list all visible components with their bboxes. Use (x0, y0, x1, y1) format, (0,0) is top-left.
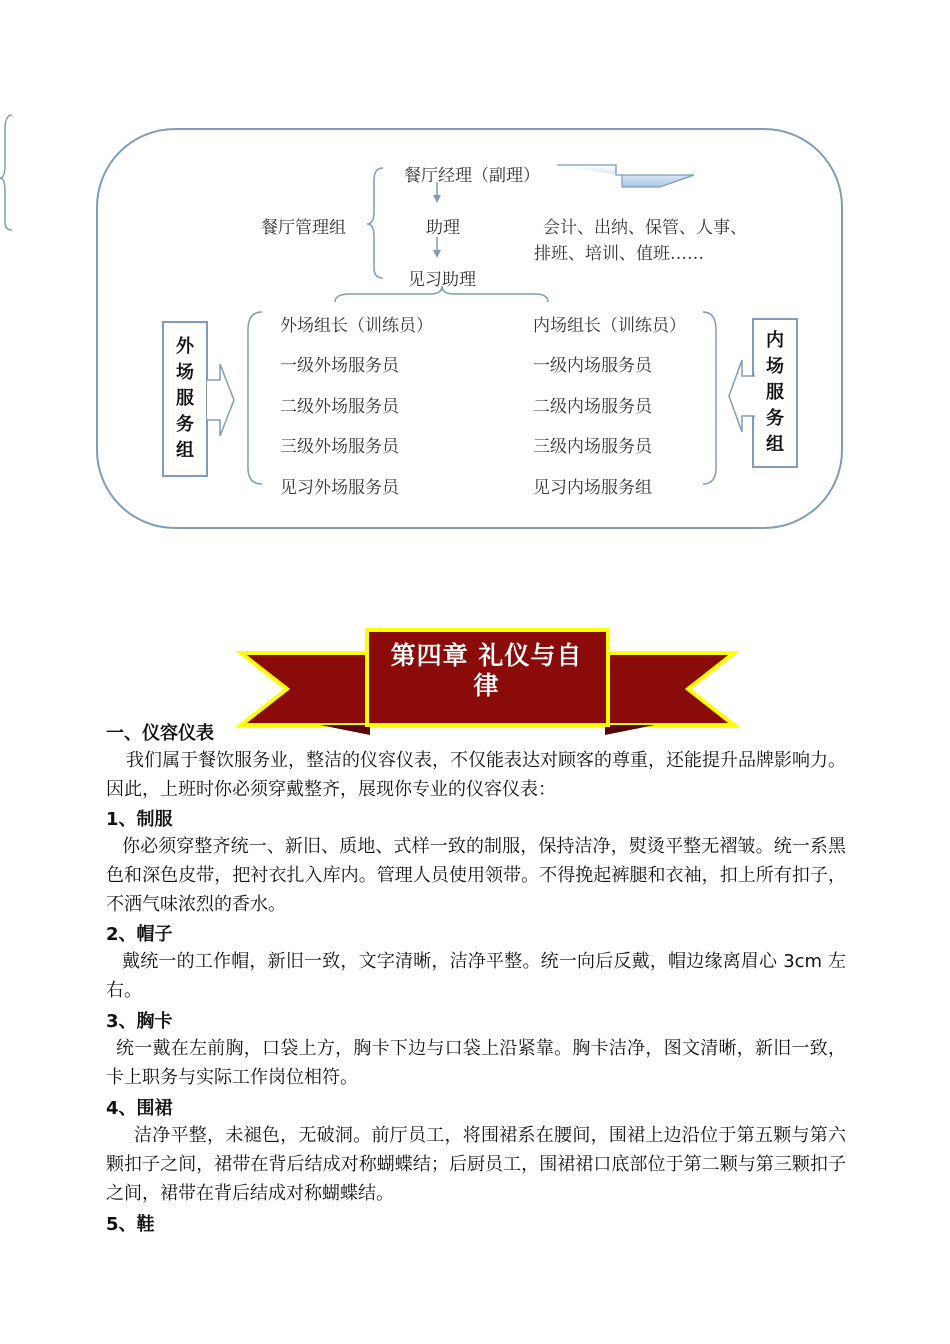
duties-line-1: 会计、出纳、保管、人事、 (543, 218, 747, 238)
chapter-title-line-1: 第四章 礼仪与自 (390, 641, 583, 670)
item-body: 洁净平整，未褪色，无破洞。前厅员工，将围裙系在腰间，围裙上边沿位于第五颗与第六颗扣子之间，裙带在背后结成对称蝴蝶结；后厨员工，围裙裙口底部位于第二颗与第三颗扣子之间，裙带在背后结成对称蝴蝶结。 (106, 1125, 846, 1204)
item-heading: 4、围裙 (106, 1098, 173, 1119)
manager-label: 餐厅经理（副理） (404, 166, 540, 186)
outer-level-item: 三级外场服务员 (280, 437, 399, 457)
inner-level-item: 二级内场服务员 (533, 397, 652, 417)
inner-service-group-label: 内场服务组 (766, 330, 784, 455)
item-heading: 1、制服 (106, 809, 173, 830)
outer-group-arrow-icon (206, 362, 236, 438)
inner-level-item: 一级内场服务员 (533, 356, 652, 376)
section-heading: 一、仪容仪表 (106, 723, 214, 744)
item-body: 统一戴在左前胸，口袋上方，胸卡下边与口袋上沿紧靠。胸卡洁净，图文清晰，新旧一致，卡上职务与实际工作岗位相符。 (106, 1038, 846, 1088)
chapter-title (370, 641, 603, 701)
inner-level-item: 内场组长（训练员） (533, 316, 686, 336)
outer-service-group-box (162, 321, 208, 477)
chapter-title-line-2: 律 (473, 671, 500, 700)
item-heading: 2、帽子 (106, 924, 173, 945)
item-heading: 5、鞋 (106, 1214, 155, 1235)
inner-level-item: 见习内场服务组 (533, 478, 652, 498)
item-body: 戴统一的工作帽，新旧一致，文字清晰，洁净平整。统一向后反戴，帽边缘离眉心 3cm 左右。 (106, 951, 846, 1001)
section-intro: 我们属于餐饮服务业，整洁的仪容仪表，不仅能表达对顾客的尊重，还能提升品牌影响力。因此，上班时你必须穿戴整齐，展现你专业的仪容仪表： (106, 750, 846, 800)
management-group-label: 餐厅管理组 (261, 218, 346, 238)
outer-level-item: 一级外场服务员 (280, 356, 399, 376)
right-arrow-icon (556, 161, 698, 189)
outer-level-item: 外场组长（训练员） (280, 316, 433, 336)
outer-level-item: 二级外场服务员 (280, 397, 399, 417)
outer-level-item: 见习外场服务员 (280, 478, 399, 498)
duties-line-2: 排班、培训、值班…… (534, 244, 704, 264)
inner-level-item: 三级内场服务员 (533, 437, 652, 457)
item-heading: 3、胸卡 (106, 1011, 173, 1032)
outer-service-group-label: 外场服务组 (176, 336, 194, 461)
item-body: 你必须穿整齐统一、新旧、质地、式样一致的制服，保持洁净，熨烫平整无褶皱。统一系黑色和深色皮带，把衬衣扎入库内。管理人员使用领带。不得挽起裤腿和衣袖，扣上所有扣子，不洒气味浓烈的香水。 (106, 836, 846, 915)
inner-group-arrow-icon (728, 358, 756, 434)
trainee-assistant-label: 见习助理 (408, 270, 476, 290)
assistant-label: 助理 (426, 218, 460, 238)
inner-service-group-box (752, 318, 798, 468)
